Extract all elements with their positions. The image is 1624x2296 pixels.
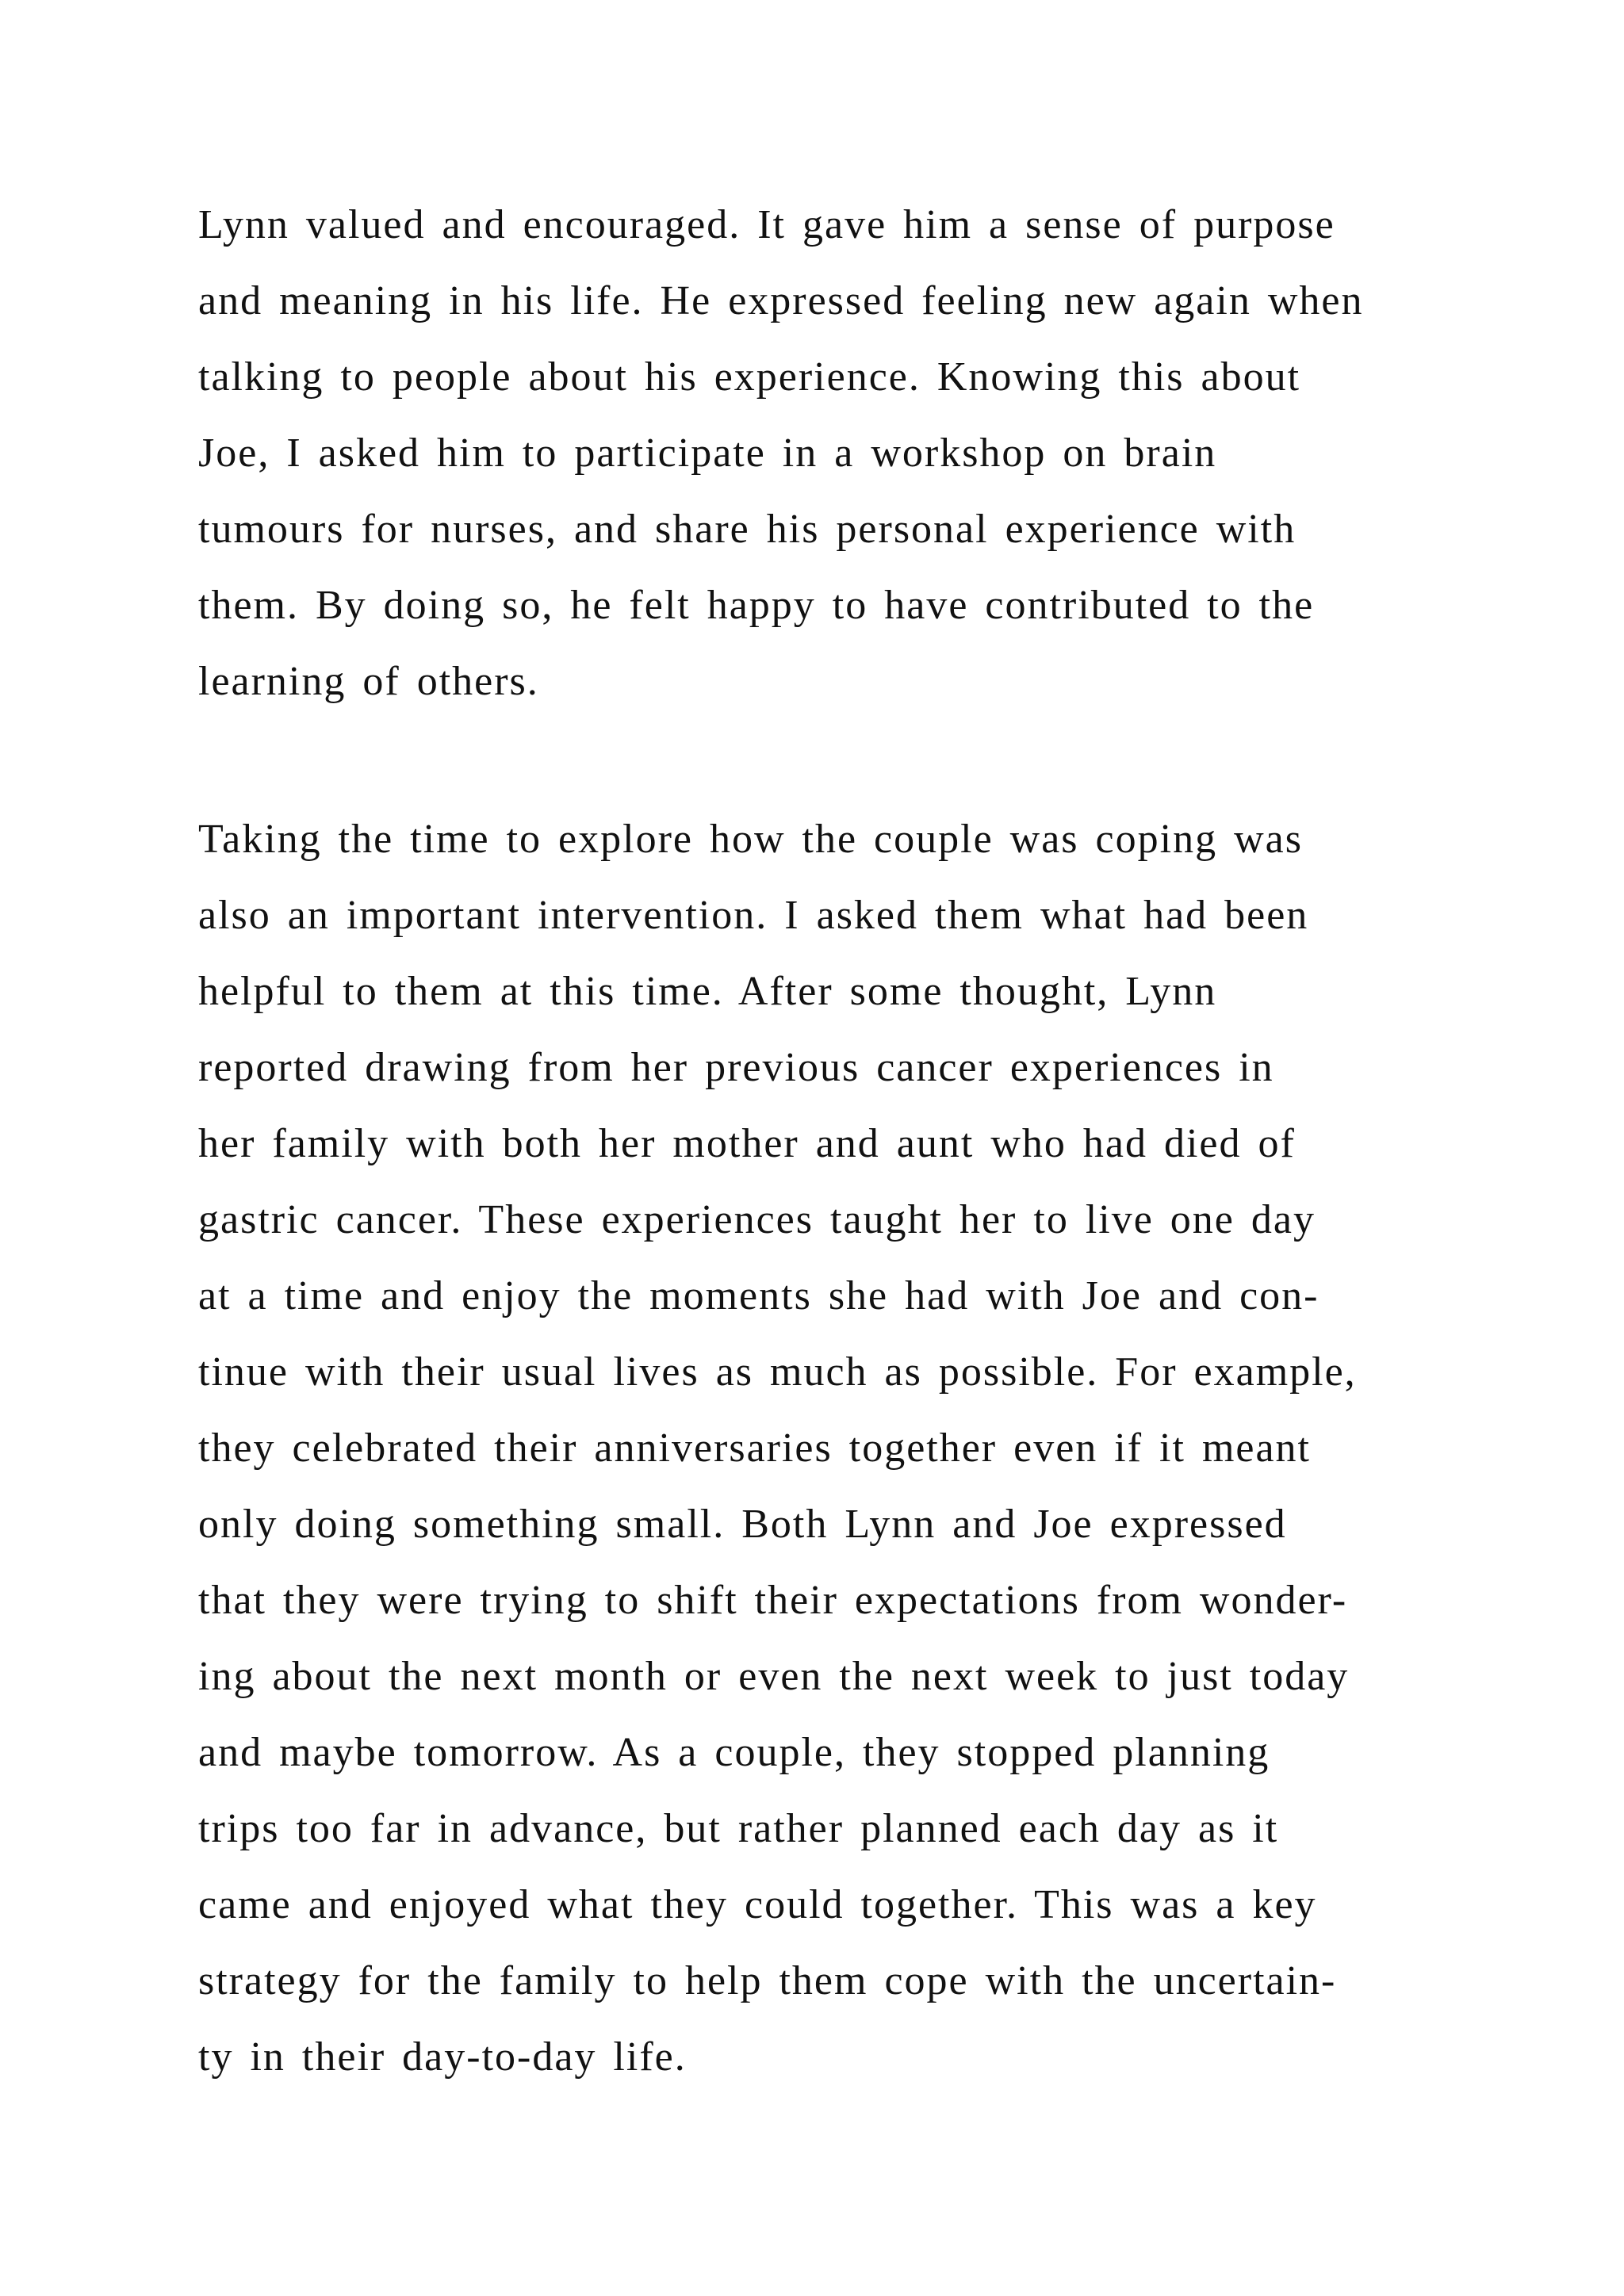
- text-line: her family with both her mother and aunt who had died of: [198, 1121, 1296, 1166]
- text-line: Taking the time to explore how the couple was coping was: [198, 817, 1303, 862]
- paragraph-2: [198, 802, 1435, 2095]
- text-line: that they were trying to shift their expectations from wonder-: [198, 1578, 1348, 1623]
- text-line: strategy for the family to help them cope with the uncertain-: [198, 1958, 1337, 2003]
- text-line: they celebrated their anniversaries together even if it meant: [198, 1425, 1311, 1471]
- text-line: at a time and enjoy the moments she had with Joe and con-: [198, 1273, 1320, 1318]
- text-line: ing about the next month or even the next week to just today: [198, 1654, 1350, 1699]
- paragraph-1: [198, 187, 1435, 720]
- text-line: talking to people about his experience. Knowing this about: [198, 354, 1301, 400]
- text-line: Joe, I asked him to participate in a workshop on brain: [198, 430, 1217, 476]
- text-line: and maybe tomorrow. As a couple, they stopped planning: [198, 1730, 1270, 1775]
- text-line: gastric cancer. These experiences taught her to live one day: [198, 1197, 1316, 1242]
- text-line: learning of others.: [198, 659, 539, 704]
- text-line: them. By doing so, he felt happy to have contributed to the: [198, 583, 1315, 628]
- text-line: reported drawing from her previous cancer experiences in: [198, 1045, 1274, 1090]
- text-line: trips too far in advance, but rather planned each day as it: [198, 1806, 1279, 1851]
- text-line: and meaning in his life. He expressed feeling new again when: [198, 278, 1364, 323]
- text-line: tinue with their usual lives as much as possible. For example,: [198, 1349, 1357, 1395]
- text-line: also an important intervention. I asked them what had been: [198, 893, 1309, 938]
- text-line: ty in their day-to-day life.: [198, 2034, 687, 2080]
- text-line: only doing something small. Both Lynn and Joe expressed: [198, 1502, 1287, 1547]
- text-line: Lynn valued and encouraged. It gave him a sense of purpose: [198, 202, 1335, 247]
- text-line: came and enjoyed what they could together. This was a key: [198, 1882, 1317, 1927]
- text-line: helpful to them at this time. After some thought, Lynn: [198, 969, 1217, 1014]
- text-line: tumours for nurses, and share his personal experience with: [198, 507, 1297, 552]
